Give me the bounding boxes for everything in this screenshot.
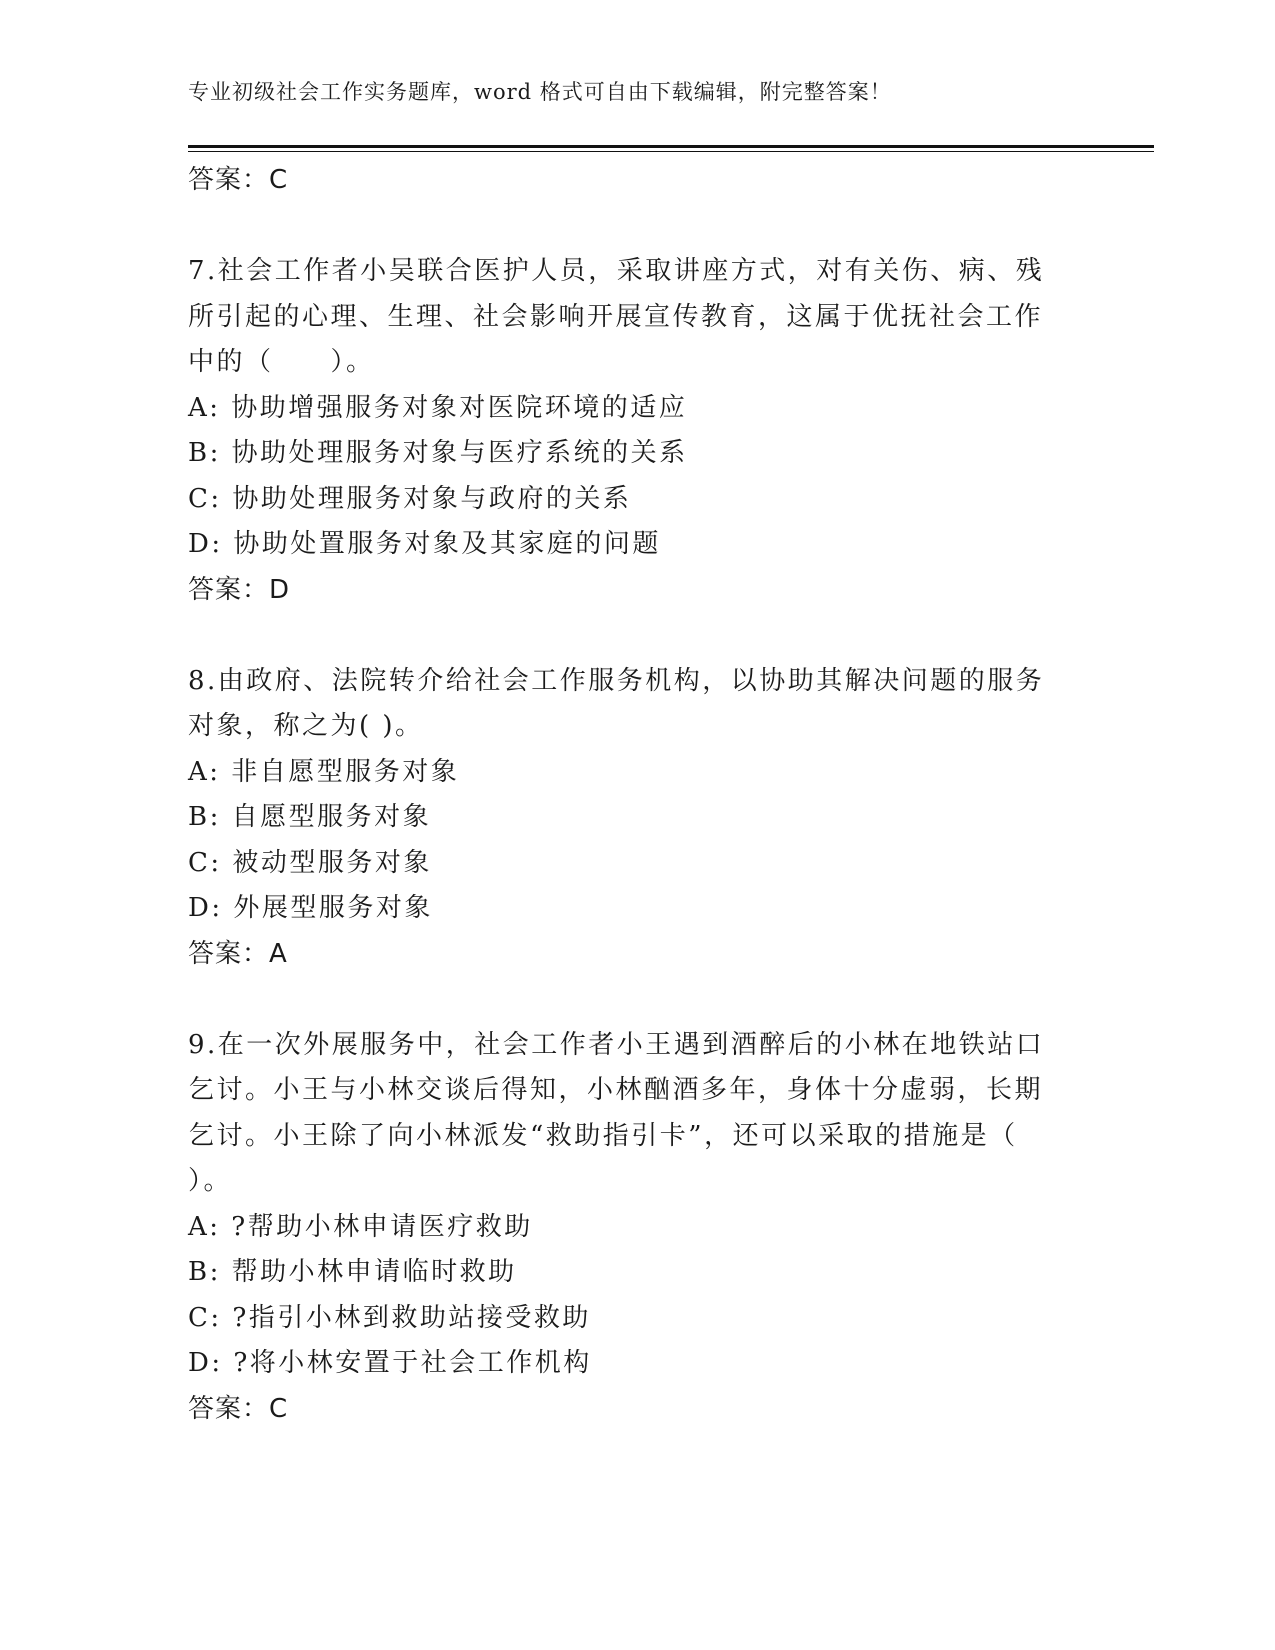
option-d: D: 外展型服务对象: [188, 893, 433, 923]
question-stem-line: ）。: [188, 1166, 233, 1196]
option-c: C: 协助处理服务对象与政府的关系: [188, 483, 632, 514]
question-stem-line: 乞讨。小王除了向小林派发“救助指引卡”，还可以采取的措施是（: [188, 1120, 1018, 1151]
spacer: [188, 204, 1068, 250]
answer-line: 答案：D: [188, 574, 291, 605]
question-stem-line: 7.社会工作者小吴联合医护人员，采取讲座方式，对有关伤、病、残: [188, 256, 1045, 286]
option-b: B: 协助处理服务对象与医疗系统的关系: [188, 438, 688, 468]
option-d: D: 协助处置服务对象及其家庭的问题: [188, 529, 661, 559]
question-block: [188, 249, 1068, 613]
spacer: [188, 613, 1068, 659]
header-note: 专业初级社会工作实务题库，word 格式可自由下载编辑，附完整答案！: [188, 80, 892, 104]
answer-line: 答案：A: [188, 938, 288, 969]
question-block: [188, 1023, 1068, 1433]
option-a: A: ?帮助小林申请医疗救助: [188, 1211, 533, 1242]
document-body: [188, 158, 1068, 1432]
option-b: B: 帮助小林申请临时救助: [188, 1257, 517, 1287]
question-stem-line: 8.由政府、法院转介给社会工作服务机构，以协助其解决问题的服务: [188, 665, 1045, 696]
question-stem-line: 对象，称之为( )。: [188, 711, 424, 741]
option-a: A: 协助增强服务对象对医院环境的适应: [188, 392, 688, 423]
question-block: [188, 659, 1068, 978]
question-stem-line: 中的（ ）。: [188, 347, 375, 377]
option-d: D: ?将小林安置于社会工作机构: [188, 1348, 592, 1378]
option-b: B: 自愿型服务对象: [188, 802, 432, 832]
question-stem-line: 9.在一次外展服务中，社会工作者小王遇到酒醉后的小林在地铁站口: [188, 1029, 1045, 1060]
question-stem-line: 乞讨。小王与小林交谈后得知，小林酗酒多年，身体十分虚弱，长期: [188, 1075, 1044, 1105]
answer-line: 答案：C: [188, 1393, 289, 1424]
option-c: C: ?指引小林到救助站接受救助: [188, 1302, 591, 1333]
option-c: C: 被动型服务对象: [188, 847, 432, 878]
header-divider: [188, 145, 1154, 148]
answer-line: 答案：C: [188, 165, 289, 195]
spacer: [188, 977, 1068, 1023]
option-a: A: 非自愿型服务对象: [188, 756, 460, 787]
question-stem-line: 所引起的心理、生理、社会影响开展宣传教育，这属于优抚社会工作: [188, 301, 1044, 332]
